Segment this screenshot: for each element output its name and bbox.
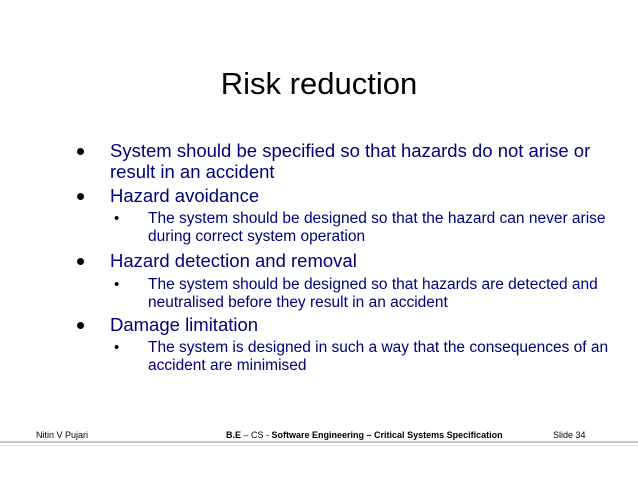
bullet-dot-icon [77,322,84,329]
bullet-text: Hazard avoidance [110,185,260,206]
bullet-text: System should be specified so that hazards do not arise or result in an accident [110,140,591,182]
bullet-text: Damage limitation [110,314,259,335]
sub-bullet-item [114,339,618,375]
sub-bullet-icon: • [114,339,120,356]
footer-divider-shadow [0,445,638,446]
footer-author: Nitin V Pujari [36,430,89,440]
sub-bullet-text: The system should be designed so that hazards are detected and neutralised before they result in an accident [148,276,598,311]
bullet-text: Hazard detection and removal [110,250,357,271]
bullet-item [110,250,610,271]
footer-course-separator: – CS - [241,430,272,440]
footer-course-title: Software Engineering – Critical Systems Specification [271,430,503,440]
sub-bullet-item [114,210,618,246]
sub-bullet-item [114,276,618,312]
bullet-item [110,314,610,335]
slide-title: Risk reduction [220,66,418,101]
footer-course-prefix: B.E [226,430,242,440]
bullet-item [110,185,610,206]
footer-divider [0,441,638,443]
bullet-dot-icon [77,258,84,265]
sub-bullet-text: The system is designed in such a way that the consequences of an accident are minimised [148,339,609,374]
footer-slide-number: Slide 34 [553,430,586,440]
bullet-dot-icon [77,193,84,200]
sub-bullet-text: The system should be designed so that the hazard can never arise during correct system operation [148,210,606,245]
bullet-item [110,140,610,182]
bullet-dot-icon [77,148,84,155]
sub-bullet-icon: • [114,210,120,227]
footer-course [226,430,503,440]
sub-bullet-icon: • [114,276,120,293]
